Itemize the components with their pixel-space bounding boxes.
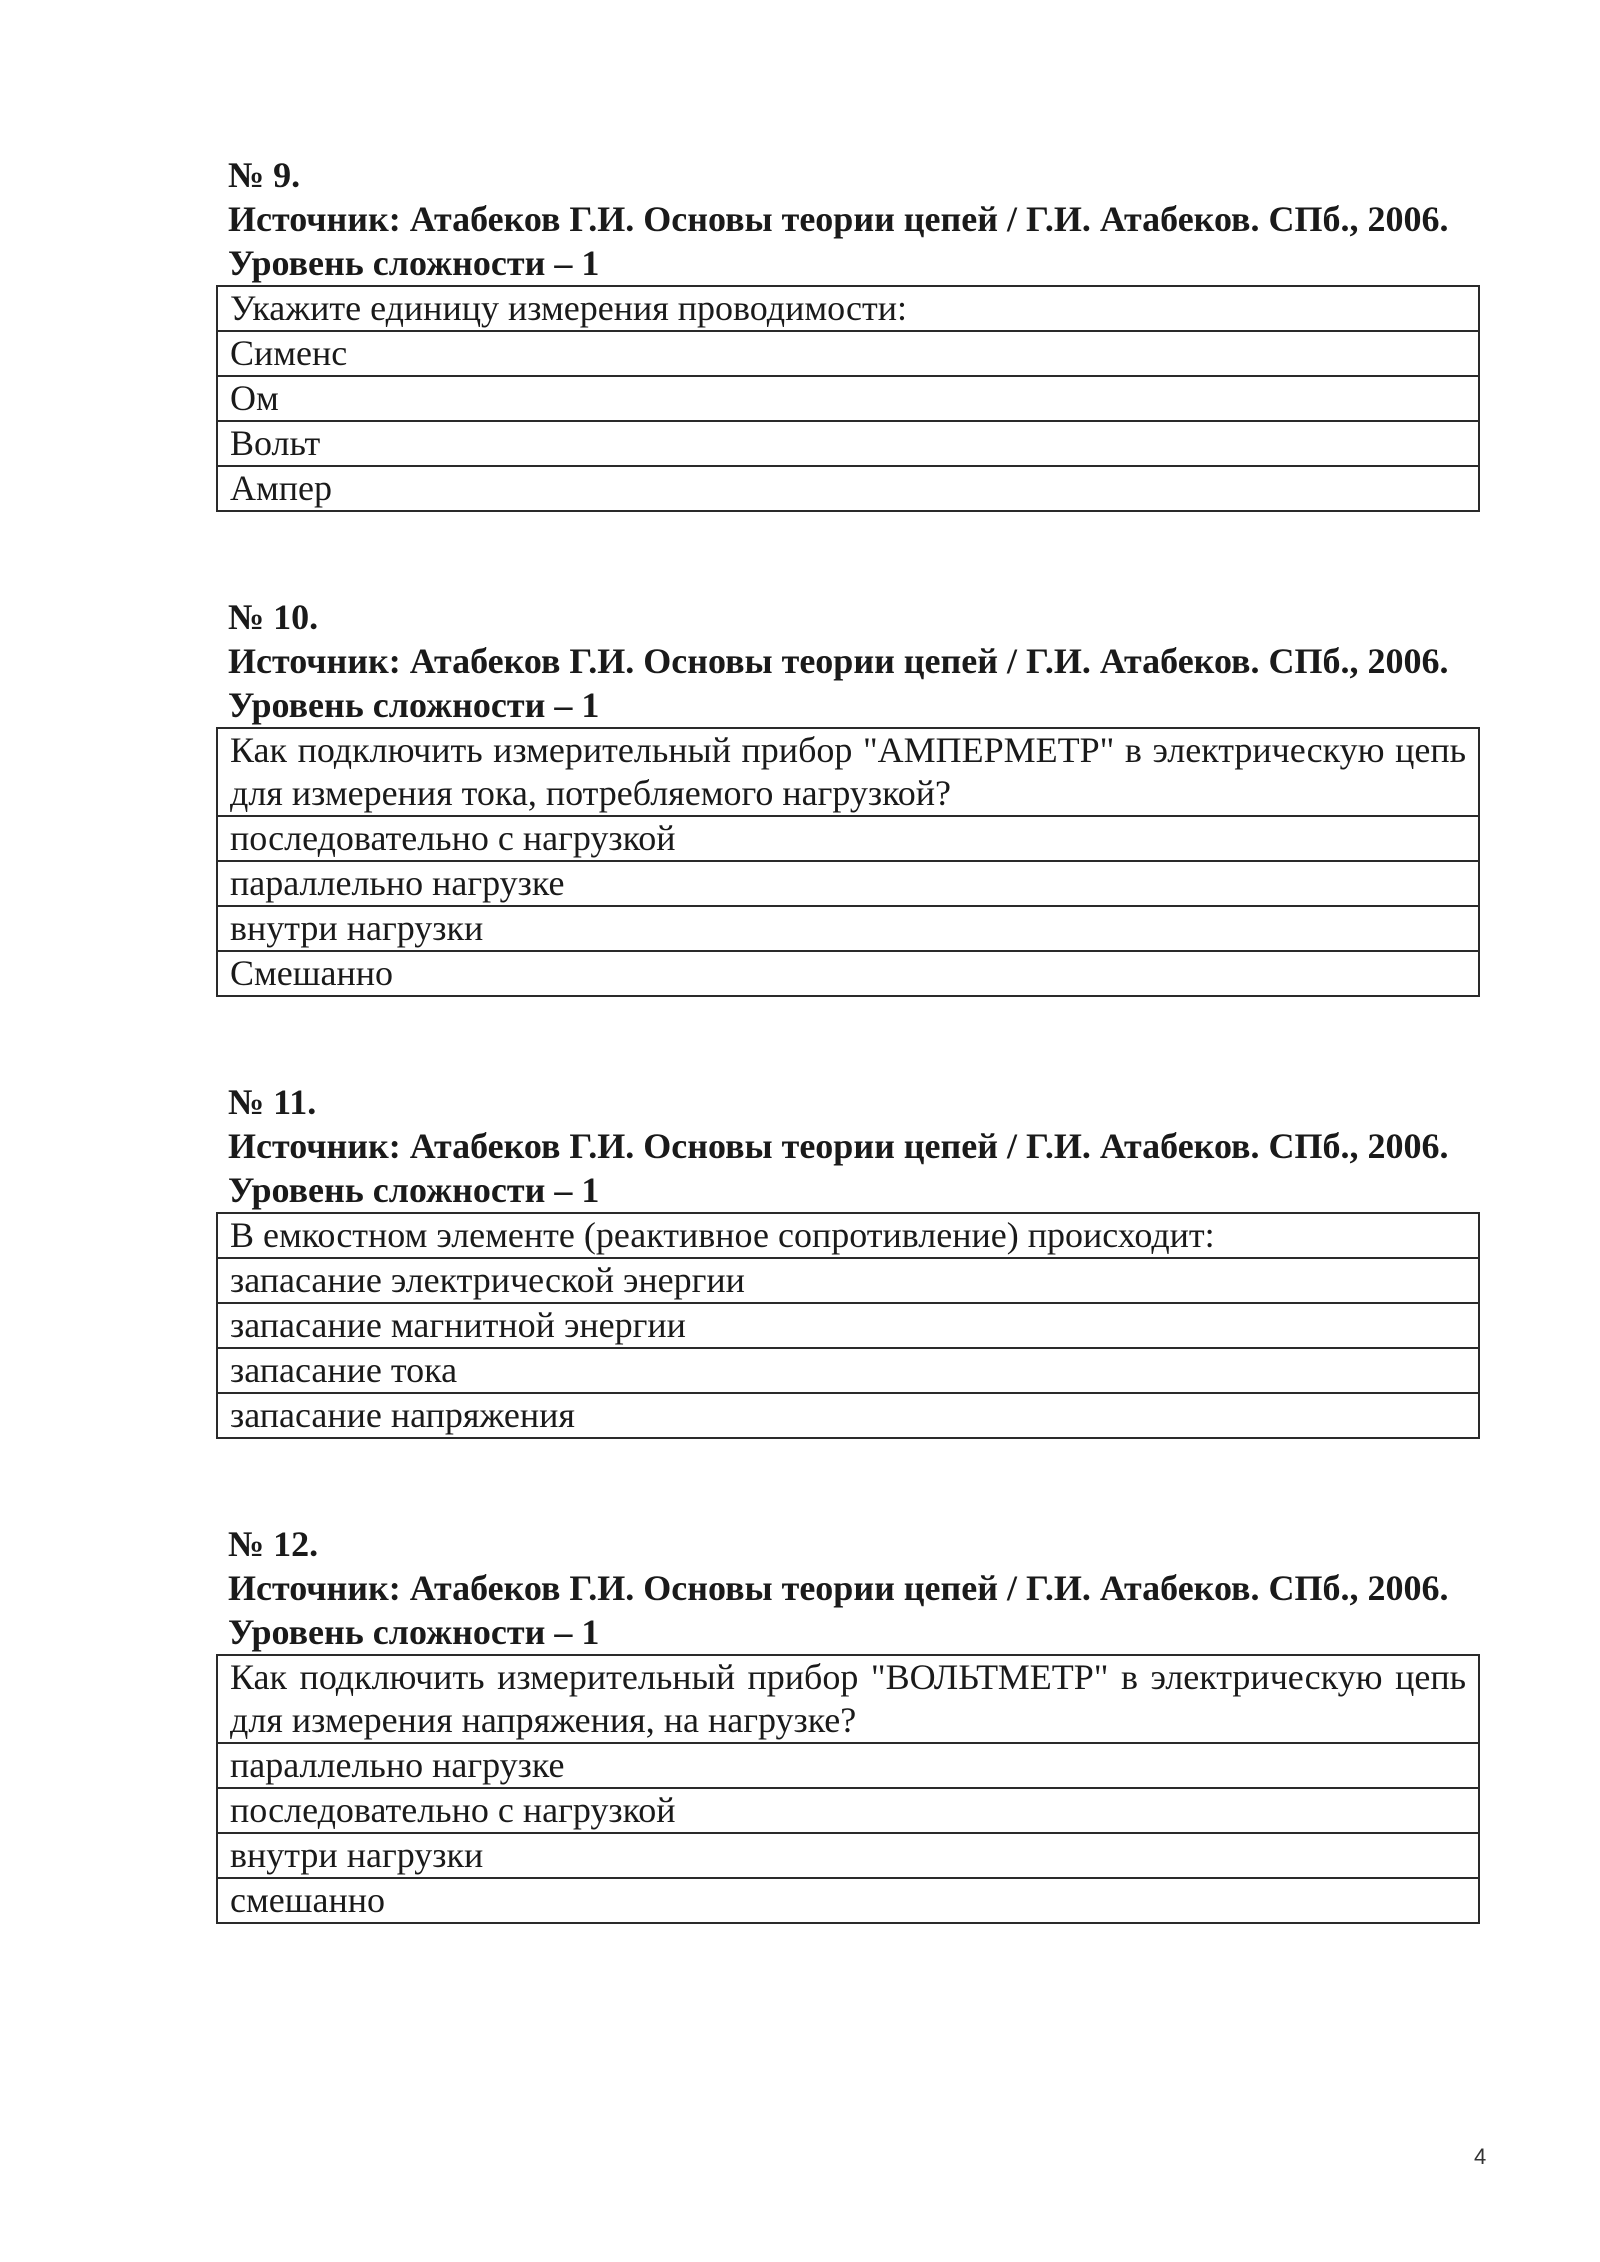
question-source: Источник: Атабеков Г.И. Основы теории цепей / Г.И. Атабеков. СПб., 2006. (228, 1126, 1449, 1166)
answer-row (217, 331, 1479, 376)
question-number: № 11. (228, 1082, 317, 1122)
answer-row (217, 816, 1479, 861)
answer-option: смешанно (217, 1878, 1479, 1923)
question-block-12 (228, 1522, 1488, 1924)
answer-option: параллельно нагрузке (217, 1743, 1479, 1788)
answer-option: Ом (217, 376, 1479, 421)
answer-option: внутри нагрузки (217, 1833, 1479, 1878)
question-row (217, 1655, 1479, 1743)
answer-option: запасание тока (217, 1348, 1479, 1393)
question-text: Как подключить измерительный прибор "АМПЕРМЕТР" в электрическую цепь для измерения тока, потребляемого нагрузкой? (217, 728, 1479, 816)
answer-row (217, 376, 1479, 421)
answer-row (217, 1303, 1479, 1348)
question-block-10 (228, 595, 1488, 997)
page-number: 4 (1474, 2144, 1487, 2169)
question-block-9 (228, 153, 1488, 512)
answer-option: запасание напряжения (217, 1393, 1479, 1438)
question-row (217, 286, 1479, 331)
question-row (217, 728, 1479, 816)
question-number: № 12. (228, 1524, 319, 1564)
question-text: Как подключить измерительный прибор "ВОЛЬТМЕТР" в электрическую цепь для измерения напряжения, на нагрузке? (217, 1655, 1479, 1743)
question-number: № 10. (228, 597, 319, 637)
difficulty-level: Уровень сложности – 1 (228, 1170, 600, 1210)
answer-row (217, 906, 1479, 951)
answer-option: последовательно с нагрузкой (217, 816, 1479, 861)
answer-row (217, 421, 1479, 466)
answer-row (217, 466, 1479, 511)
question-block-11 (228, 1080, 1488, 1439)
answer-option: последовательно с нагрузкой (217, 1788, 1479, 1833)
question-number: № 9. (228, 155, 301, 195)
answer-option: параллельно нагрузке (217, 861, 1479, 906)
question-source: Источник: Атабеков Г.И. Основы теории цепей / Г.И. Атабеков. СПб., 2006. (228, 1568, 1449, 1608)
answer-option: внутри нагрузки (217, 906, 1479, 951)
question-table (216, 285, 1480, 512)
answer-option: Сименс (217, 331, 1479, 376)
difficulty-level: Уровень сложности – 1 (228, 685, 600, 725)
question-text: В емкостном элементе (реактивное сопротивление) происходит: (217, 1213, 1479, 1258)
answer-row (217, 1743, 1479, 1788)
question-table (216, 727, 1480, 997)
answer-option: запасание электрической энергии (217, 1258, 1479, 1303)
answer-row (217, 1393, 1479, 1438)
answer-row (217, 1258, 1479, 1303)
question-source: Источник: Атабеков Г.И. Основы теории цепей / Г.И. Атабеков. СПб., 2006. (228, 641, 1449, 681)
answer-row (217, 951, 1479, 996)
difficulty-level: Уровень сложности – 1 (228, 1612, 600, 1652)
question-text: Укажите единицу измерения проводимости: (217, 286, 1479, 331)
question-table (216, 1654, 1480, 1924)
question-row (217, 1213, 1479, 1258)
answer-option: Вольт (217, 421, 1479, 466)
answer-row (217, 1348, 1479, 1393)
answer-row (217, 1878, 1479, 1923)
answer-row (217, 1788, 1479, 1833)
answer-row (217, 1833, 1479, 1878)
answer-row (217, 861, 1479, 906)
answer-option: Ампер (217, 466, 1479, 511)
answer-option: запасание магнитной энергии (217, 1303, 1479, 1348)
answer-option: Смешанно (217, 951, 1479, 996)
question-table (216, 1212, 1480, 1439)
difficulty-level: Уровень сложности – 1 (228, 243, 600, 283)
question-source: Источник: Атабеков Г.И. Основы теории цепей / Г.И. Атабеков. СПб., 2006. (228, 199, 1449, 239)
